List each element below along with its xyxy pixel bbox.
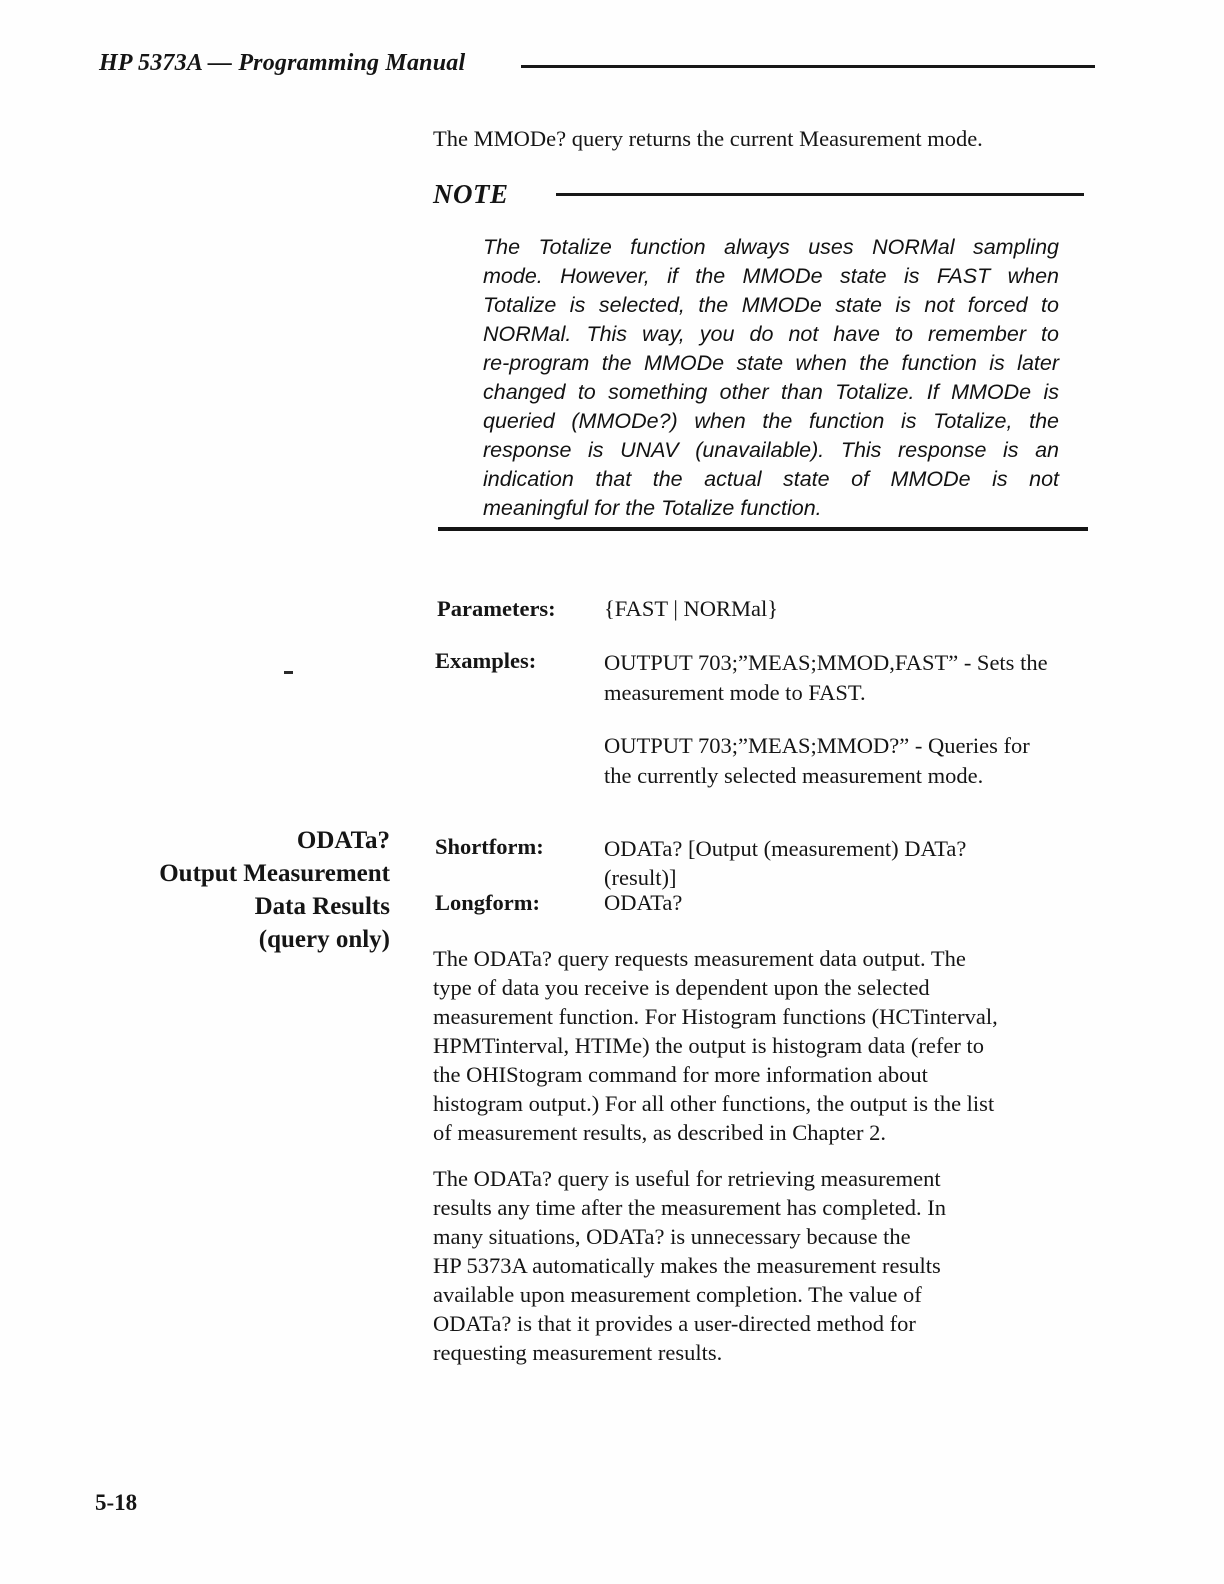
mmode-intro-text: The MMODe? query returns the current Measurement mode. — [433, 126, 983, 151]
examples-label: Examples: — [435, 648, 537, 673]
shortform-value: ODATa? [Output (measurement) DATa? (result)] — [604, 836, 967, 890]
longform-value: ODATa? — [604, 890, 683, 915]
page-number: 5-18 — [95, 1490, 138, 1515]
page-header-title: HP 5373A — Programming Manual — [99, 50, 466, 76]
note-body: The Totalize function always uses NORMal sampling mode. However, if the MMODe state is FAST when Totalize is selected, the MMODe state is not forced to NORMal. This way, you do not have to remember to re-program the MMODe state when the function is later changed to something other than Totalize. If MMODe is queried (MMODe?) when the function is Totalize, the response is UNAV (unavailable). This response is an indication that the actual state of MMODe is not meaningful for the Totalize function. — [483, 235, 1059, 520]
note-bottom-rule — [438, 527, 1088, 531]
odata-description-paragraph: The ODATa? query requests measurement data output. The type of data you receive is dependent upon the selected measurement function. For Histogram functions (HCTinterval, HPMTinterval, HTIMe) the output is histogram data (refer to the OHIStogram command for more information about histogram output.) For all other functions, the output is the list of measurement results, as described in Chapter 2. — [433, 946, 998, 1145]
example-query-mmod: OUTPUT 703;”MEAS;MMOD?” - Queries for the currently selected measurement mode. — [604, 733, 1030, 788]
parameters-label: Parameters: — [437, 596, 556, 621]
odata-usage-paragraph: The ODATa? query is useful for retrieving measurement results any time after the measurement has completed. In many situations, ODATa? is unnecessary because the HP 5373A automatically makes the measurement results available upon measurement completion. The value of ODATa? is that it provides a user-directed method for requesting measurement results. — [433, 1166, 946, 1365]
header-rule — [521, 65, 1095, 68]
note-top-rule — [556, 193, 1084, 196]
longform-label: Longform: — [435, 890, 540, 915]
example-set-mmod-fast: OUTPUT 703;”MEAS;MMOD,FAST” - Sets the measurement mode to FAST. — [604, 650, 1048, 705]
shortform-label: Shortform: — [435, 834, 544, 859]
scan-artifact-dash — [284, 671, 293, 674]
odata-command-heading: ODATa? Output Measurement Data Results (query only) — [159, 827, 390, 953]
parameters-value: {FAST | NORMal} — [604, 596, 779, 621]
note-label: NOTE — [433, 179, 509, 209]
